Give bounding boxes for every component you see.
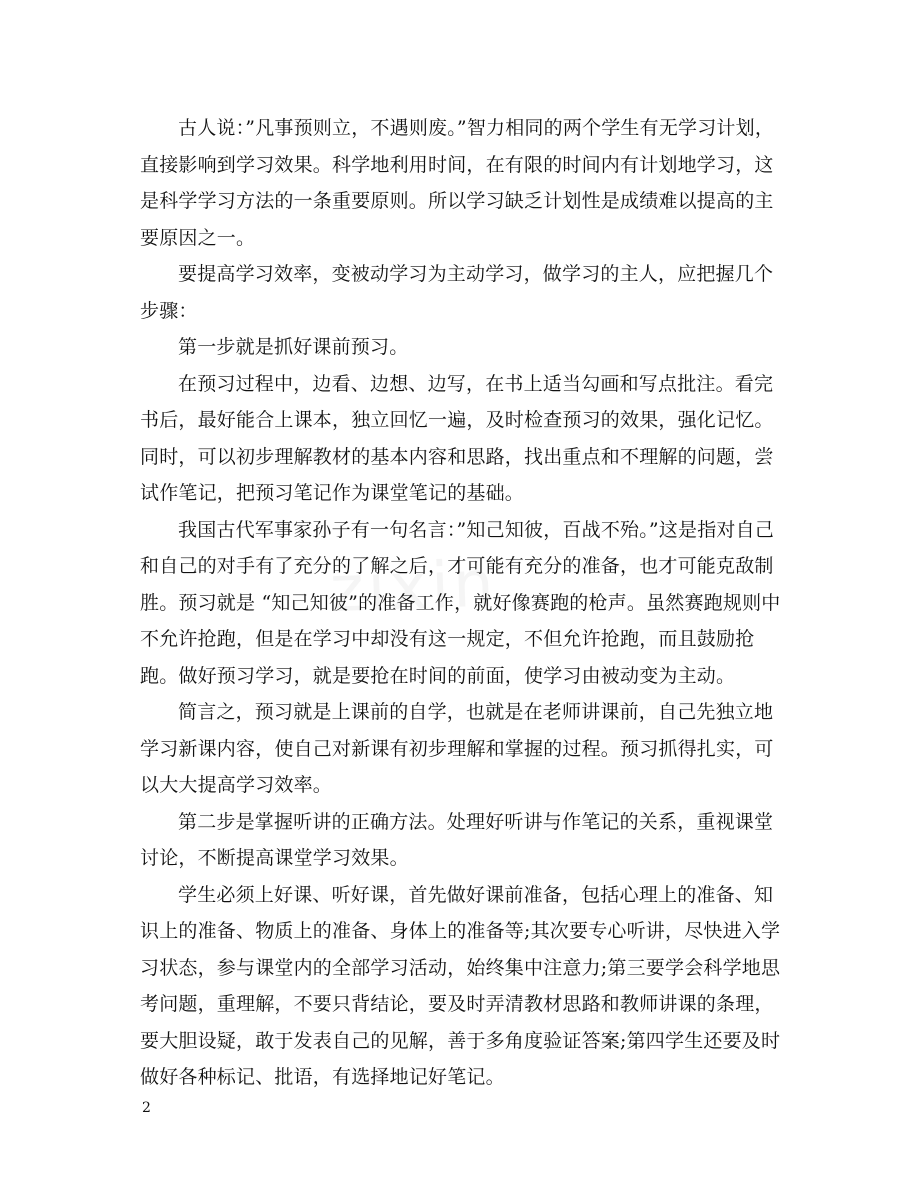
paragraph-3: 第一步就是抓好课前预习。 [178,336,409,358]
watermark: zixin [328,547,499,628]
paragraph-8: 学生必须上好课、听好课，首先做好课前准备，包括心理上的准备、知识上的准备、物质上的准备、身体上的准备等;其次要专心听讲，尽快进入学习状态，参与课堂内的全部学习活动，始终集中注意力;第三要学会科学地思考问题，重理解，不要只背结论，要及时弄清教材思路和教师讲课的条理，要大胆设疑，敢于发表自己的见解，善于多角度验证答案;第四学生还要及时做好各种标记、批语，有选择地记好笔记。 [140,883,781,1088]
paragraph-6: 简言之，预习就是上课前的自学，也就是在老师讲课前，自己先独立地学习新课内容，使自己对新课有初步理解和掌握的过程。预习抓得扎实，可以大大提高学习效率。 [140,701,774,796]
paragraph-7: 第二步是掌握听讲的正确方法。处理好听讲与作笔记的关系，重视课堂讨论，不断提高课堂学习效果。 [140,810,774,869]
body-text [140,110,790,1096]
paragraph-2: 要提高学习效率，变被动学习为主动学习，做学习的主人，应把握几个步骤： [140,263,774,322]
paragraph-5: 我国古代军事家孙子有一句名言：”知己知彼，百战不殆。”这是指对自己和自己的对手有了充分的了解之后，才可能有充分的准备，也才可能克敌制胜。预习就是 “知己知彼”的准备工作，就好像赛跑的枪声。虽然赛跑规则中不允许抢跑，但是在学习中却没有这一规定，不但允许抢跑，而且鼓励抢跑。做好预习学习，就是要抢在时间的前面，使学习由被动变为主动。 [140,518,781,687]
paragraph-1: 古人说：”凡事预则立，不遇则废。”智力相同的两个学生有无学习计划，直接影响到学习效果。科学地利用时间，在有限的时间内有计划地学习，这是科学学习方法的一条重要原则。所以学习缺乏计划性是成绩难以提高的主要原因之一。 [140,117,775,249]
page-number: 2 [142,1100,151,1116]
paragraph-4: 在预习过程中，边看、边想、边写，在书上适当勾画和写点批注。看完书后，最好能合上课本，独立回忆一遍，及时检查预习的效果，强化记忆。同时，可以初步理解教材的基本内容和思路，找出重点和不理解的问题，尝试作笔记，把预习笔记作为课堂笔记的基础。 [140,372,774,504]
